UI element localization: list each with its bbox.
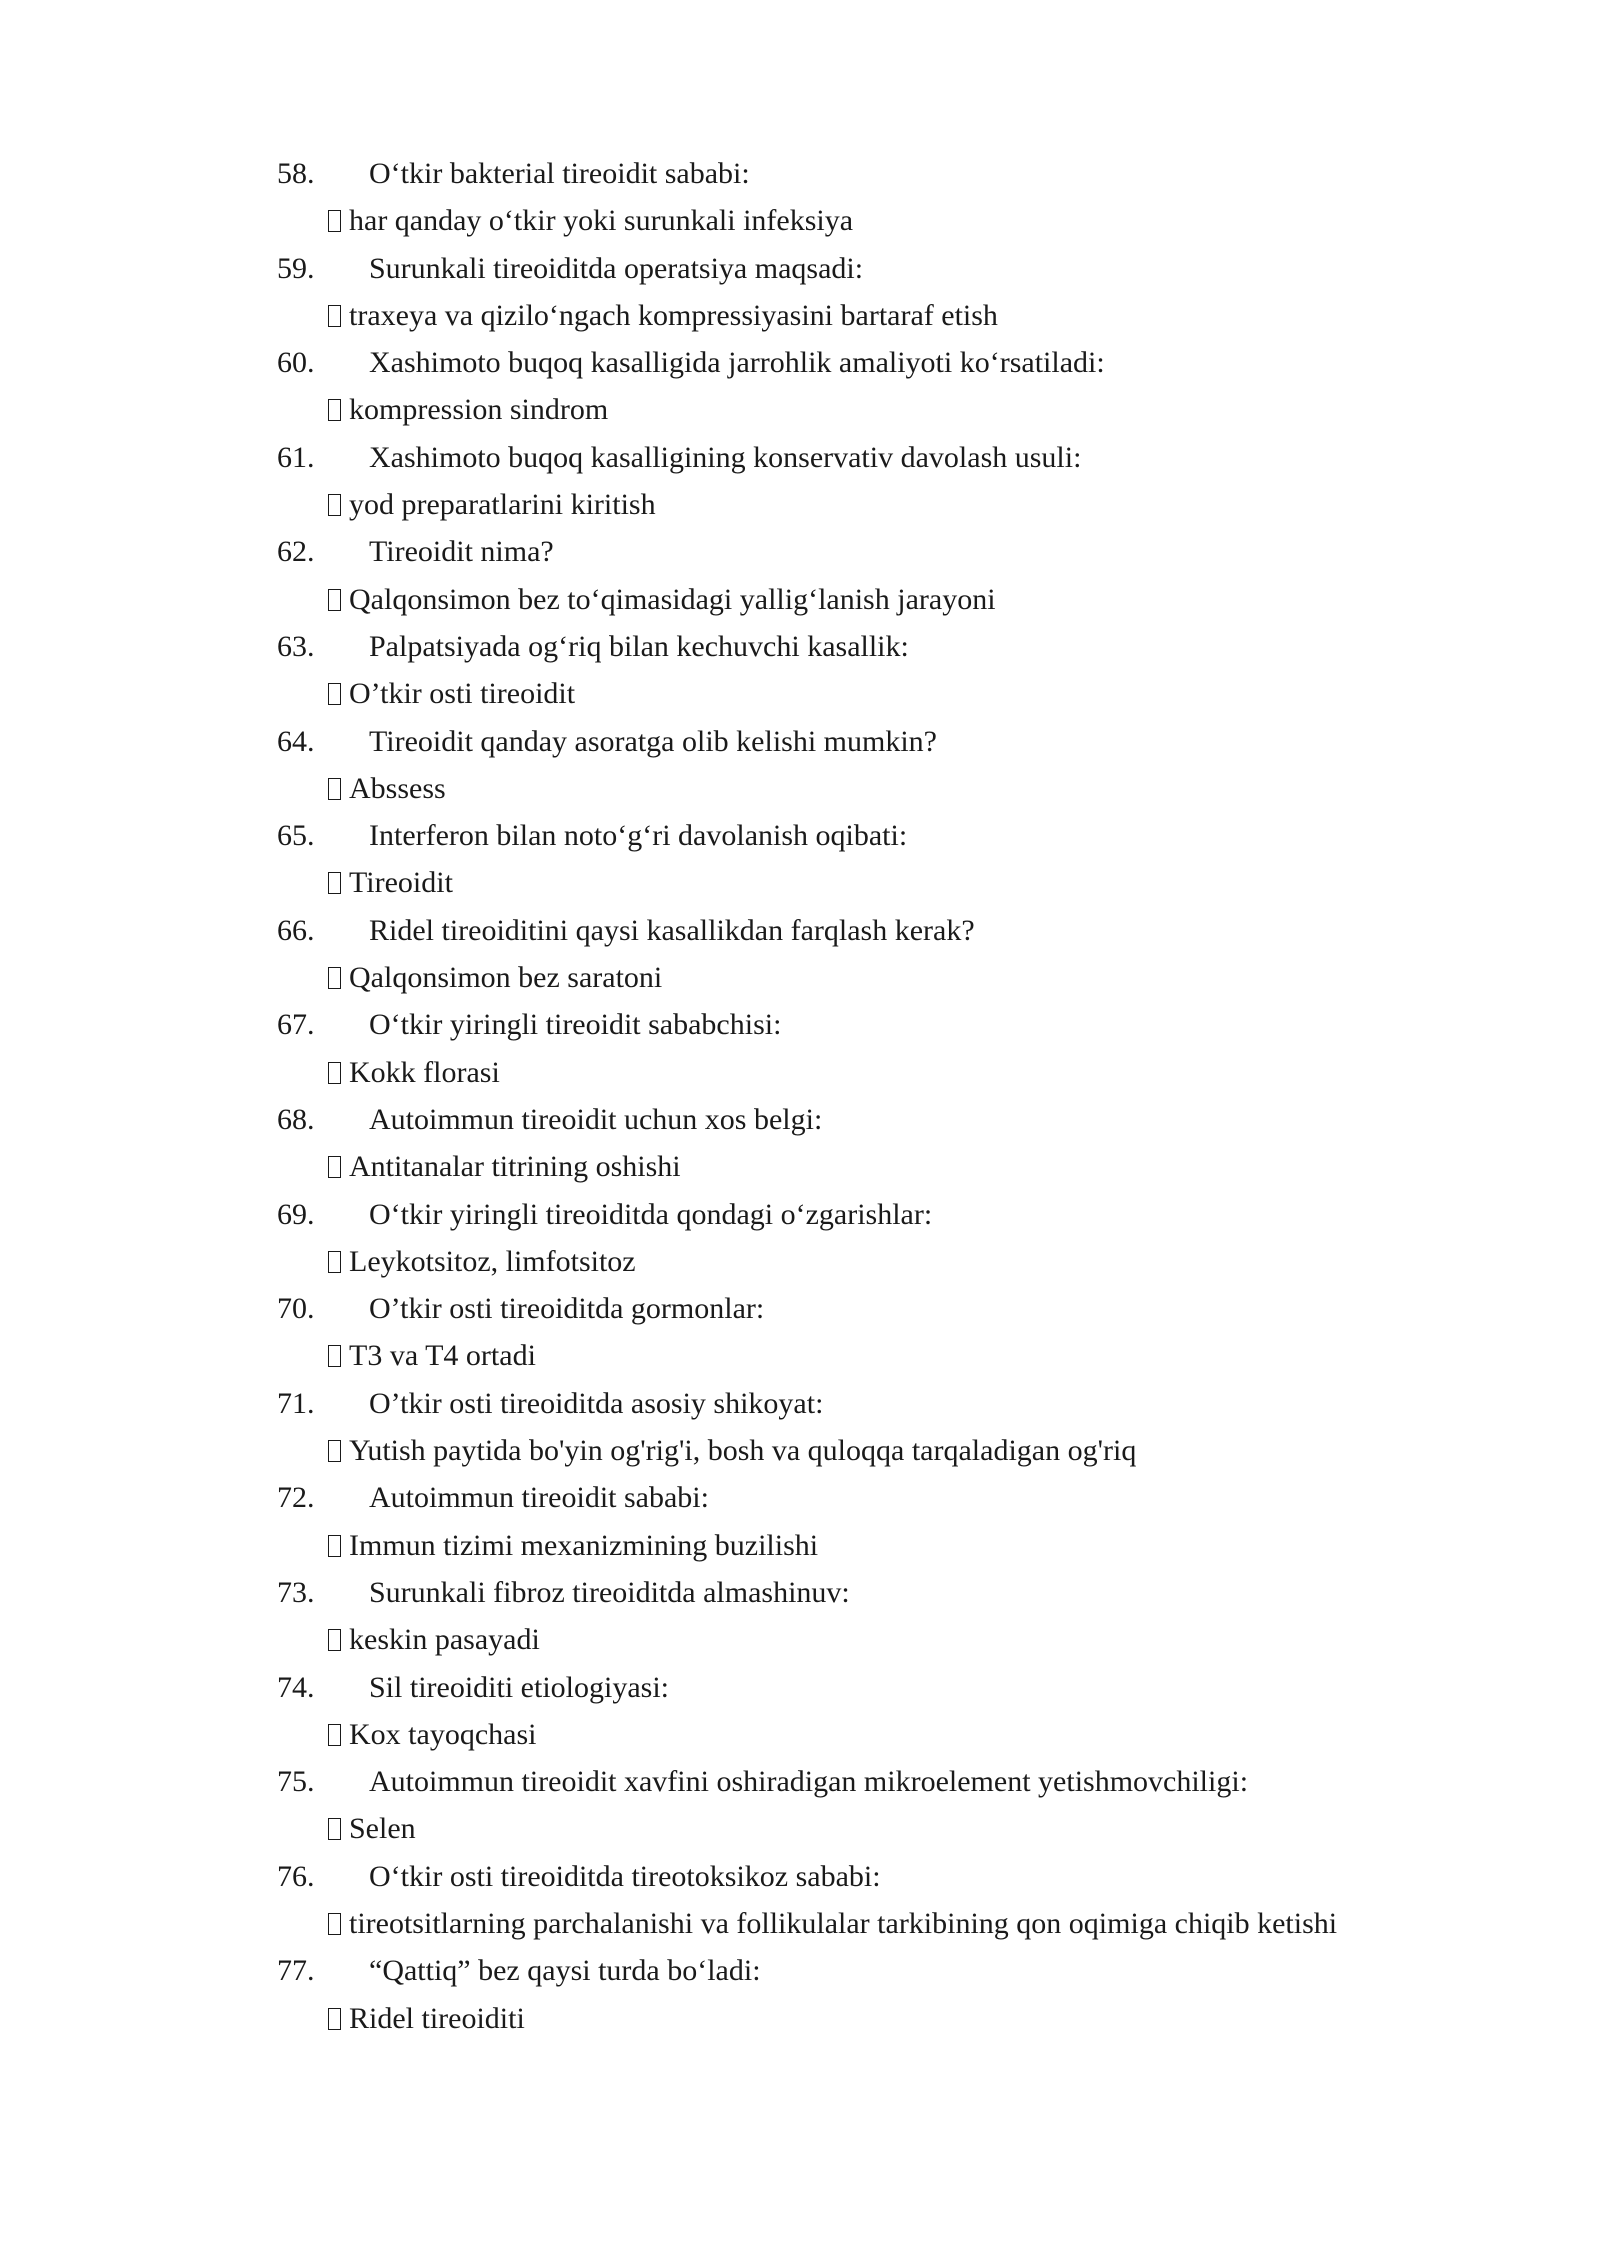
question-number: 75. <box>277 1765 315 1799</box>
question-item <box>277 1758 1457 1853</box>
question-item <box>277 528 1457 623</box>
question-list <box>277 150 1457 2042</box>
question-text: Surunkali fibroz tireoiditda almashinuv: <box>369 1575 850 1609</box>
answer-text: keskin pasayadi <box>349 1623 540 1657</box>
answer-bullet-icon <box>328 589 341 611</box>
question-number: 77. <box>277 1954 315 1988</box>
question-line <box>277 1001 1457 1048</box>
question-text: “Qattiq” bez qaysi turda bo‘ladi: <box>369 1954 761 1988</box>
question-line <box>277 907 1457 954</box>
answer-text: tireotsitlarning parchalanishi va follikulalar tarkibining qon oqimiga chiqib ketishi <box>349 1906 1338 1940</box>
answer-line <box>277 954 1457 1001</box>
question-number: 60. <box>277 346 315 380</box>
question-item <box>277 718 1457 813</box>
question-text: Interferon bilan noto‘g‘ri davolanish oqibati: <box>369 819 908 853</box>
question-number: 67. <box>277 1008 315 1042</box>
answer-line <box>277 765 1457 812</box>
question-line <box>277 1947 1457 1994</box>
question-item <box>277 812 1457 907</box>
question-number: 69. <box>277 1197 315 1231</box>
answer-bullet-icon <box>328 683 341 705</box>
answer-bullet-icon <box>328 399 341 421</box>
question-text: Sil tireoiditi etiologiyasi: <box>369 1670 669 1704</box>
question-text: Ridel tireoiditini qaysi kasallikdan farqlash kerak? <box>369 913 975 947</box>
question-item <box>277 1664 1457 1759</box>
answer-line <box>277 481 1457 528</box>
question-item <box>277 434 1457 529</box>
question-text: Surunkali tireoiditda operatsiya maqsadi: <box>369 251 864 285</box>
question-item <box>277 1569 1457 1664</box>
answer-text: Abssess <box>349 771 446 805</box>
question-text: O‘tkir yiringli tireoidit sababchisi: <box>369 1008 782 1042</box>
question-line <box>277 1191 1457 1238</box>
question-line <box>277 1474 1457 1521</box>
question-number: 76. <box>277 1859 315 1893</box>
question-item <box>277 1191 1457 1286</box>
question-number: 59. <box>277 251 315 285</box>
answer-text: Kox tayoqchasi <box>349 1717 537 1751</box>
answer-text: Antitanalar titrining oshishi <box>349 1150 681 1184</box>
question-text: Xashimoto buqoq kasalligining konservativ davolash usuli: <box>369 440 1082 474</box>
answer-line <box>277 1522 1457 1569</box>
answer-text: traxeya va qizilo‘ngach kompressiyasini bartaraf etish <box>349 298 998 332</box>
answer-line <box>277 576 1457 623</box>
question-text: Autoimmun tireoidit xavfini oshiradigan mikroelement yetishmovchiligi: <box>369 1765 1249 1799</box>
question-text: O‘tkir yiringli tireoiditda qondagi o‘zgarishlar: <box>369 1197 933 1231</box>
answer-line <box>277 1238 1457 1285</box>
answer-bullet-icon <box>328 1818 341 1840</box>
answer-line <box>277 1805 1457 1852</box>
answer-line <box>277 292 1457 339</box>
answer-line <box>277 859 1457 906</box>
question-number: 73. <box>277 1575 315 1609</box>
answer-text: Kokk florasi <box>349 1055 500 1089</box>
question-number: 74. <box>277 1670 315 1704</box>
answer-bullet-icon <box>328 1345 341 1367</box>
answer-bullet-icon <box>328 2008 341 2030</box>
question-number: 71. <box>277 1386 315 1420</box>
question-item <box>277 907 1457 1002</box>
answer-bullet-icon <box>328 1156 341 1178</box>
question-number: 58. <box>277 157 315 190</box>
question-text: Autoimmun tireoidit sababi: <box>369 1481 709 1515</box>
answer-text: Leykotsitoz, limfotsitoz <box>349 1244 636 1278</box>
question-number: 66. <box>277 913 315 947</box>
answer-text: Tireoidit <box>349 866 453 900</box>
answer-bullet-icon <box>328 1440 341 1462</box>
question-number: 68. <box>277 1102 315 1136</box>
answer-bullet-icon <box>328 1913 341 1935</box>
question-text: Tireoidit nima? <box>369 535 554 569</box>
question-line <box>277 812 1457 859</box>
question-item <box>277 1474 1457 1569</box>
question-text: Autoimmun tireoidit uchun xos belgi: <box>369 1102 823 1136</box>
answer-line <box>277 1143 1457 1190</box>
answer-bullet-icon <box>328 1251 341 1273</box>
question-line <box>277 245 1457 292</box>
answer-line <box>277 1427 1457 1474</box>
question-item <box>277 1096 1457 1191</box>
question-text: Xashimoto buqoq kasalligida jarrohlik amaliyoti ko‘rsatiladi: <box>369 346 1105 380</box>
answer-text: har qanday o‘tkir yoki surunkali infeksiya <box>349 204 854 238</box>
question-line <box>277 1285 1457 1332</box>
question-text: O’tkir osti tireoiditda gormonlar: <box>369 1292 765 1326</box>
answer-line <box>277 1711 1457 1758</box>
question-number: 64. <box>277 724 315 758</box>
answer-bullet-icon <box>328 967 341 989</box>
question-line <box>277 434 1457 481</box>
question-line <box>277 1853 1457 1900</box>
answer-line <box>277 1049 1457 1096</box>
question-line <box>277 1096 1457 1143</box>
question-item <box>277 1380 1457 1475</box>
question-line <box>277 150 1457 197</box>
question-line <box>277 1380 1457 1427</box>
answer-text: Immun tizimi mexanizmining buzilishi <box>349 1528 819 1562</box>
answer-text: Qalqonsimon bez saratoni <box>349 961 663 995</box>
answer-text: Yutish paytida bo'yin og'rig'i, bosh va quloqqa tarqaladigan og'riq <box>349 1434 1137 1468</box>
answer-bullet-icon <box>328 1724 341 1746</box>
answer-bullet-icon <box>328 778 341 800</box>
answer-line <box>277 1995 1457 2042</box>
answer-bullet-icon <box>328 1535 341 1557</box>
question-line <box>277 1758 1457 1805</box>
answer-bullet-icon <box>328 872 341 894</box>
question-number: 61. <box>277 440 315 474</box>
answer-text: kompression sindrom <box>349 393 609 427</box>
answer-text: Ridel tireoiditi <box>349 2001 525 2035</box>
answer-line <box>277 197 1457 244</box>
answer-line <box>277 1332 1457 1379</box>
question-line <box>277 1569 1457 1616</box>
question-item <box>277 1001 1457 1096</box>
answer-text: Qalqonsimon bez to‘qimasidagi yallig‘lanish jarayoni <box>349 582 996 616</box>
answer-text: Selen <box>349 1812 416 1846</box>
question-number: 72. <box>277 1481 315 1515</box>
question-item <box>277 150 1457 245</box>
question-text: Tireoidit qanday asoratga olib kelishi mumkin? <box>369 724 937 758</box>
answer-line <box>277 670 1457 717</box>
answer-line <box>277 1616 1457 1663</box>
question-item <box>277 245 1457 340</box>
question-item <box>277 623 1457 718</box>
question-line <box>277 718 1457 765</box>
question-number: 70. <box>277 1292 315 1326</box>
question-number: 65. <box>277 819 315 853</box>
question-item <box>277 339 1457 434</box>
question-item <box>277 1947 1457 2042</box>
question-text: O’tkir osti tireoiditda asosiy shikoyat: <box>369 1386 824 1420</box>
question-text: O‘tkir bakterial tireoidit sababi: <box>369 157 750 190</box>
answer-bullet-icon <box>328 305 341 327</box>
answer-bullet-icon <box>328 210 341 232</box>
question-item <box>277 1285 1457 1380</box>
answer-line <box>277 386 1457 433</box>
question-number: 63. <box>277 629 315 663</box>
question-text: O‘tkir osti tireoiditda tireotoksikoz sababi: <box>369 1859 881 1893</box>
question-line <box>277 339 1457 386</box>
answer-bullet-icon <box>328 494 341 516</box>
answer-bullet-icon <box>328 1629 341 1651</box>
answer-text: O’tkir osti tireoidit <box>349 677 576 711</box>
answer-text: yod preparatlarini kiritish <box>349 488 656 522</box>
question-text: Palpatsiyada og‘riq bilan kechuvchi kasallik: <box>369 629 909 663</box>
answer-text: T3 va T4 ortadi <box>349 1339 536 1373</box>
question-line <box>277 1664 1457 1711</box>
question-line <box>277 623 1457 670</box>
answer-bullet-icon <box>328 1062 341 1084</box>
question-number: 62. <box>277 535 315 569</box>
answer-line <box>277 1900 1457 1947</box>
question-item <box>277 1853 1457 1948</box>
question-line <box>277 528 1457 575</box>
